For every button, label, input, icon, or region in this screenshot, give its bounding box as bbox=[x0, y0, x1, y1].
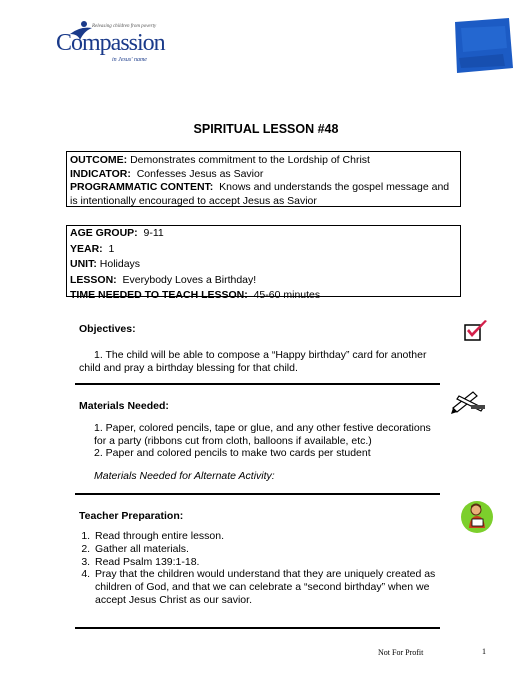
objectives-heading: Objectives: bbox=[79, 323, 136, 335]
objectives-line1: 1. The child will be able to compose a “Happy birthday” card for another bbox=[94, 349, 427, 361]
time-needed-label: TIME NEEDED TO TEACH LESSON: bbox=[70, 289, 248, 301]
programmatic-content-line bbox=[70, 181, 457, 195]
content-label: PROGRAMMATIC CONTENT: bbox=[70, 181, 214, 193]
preparation-step: 1. Read through entire lesson. bbox=[93, 530, 449, 543]
teacher-reading-icon bbox=[460, 500, 494, 534]
page-number: 1 bbox=[482, 647, 486, 656]
age-group-line bbox=[70, 226, 457, 242]
preparation-steps bbox=[79, 530, 449, 607]
logo-tagline: Releasing children from poverty bbox=[92, 24, 157, 29]
page-title: SPIRITUAL LESSON #48 bbox=[193, 122, 339, 136]
materials-item1-line2: for a party (ribbons cut from cloth, balloons if available, etc.) bbox=[94, 435, 372, 447]
preparation-heading: Teacher Preparation: bbox=[79, 510, 184, 522]
compassion-logo bbox=[52, 22, 182, 72]
year-label: YEAR: bbox=[70, 242, 103, 255]
preparation-step: 2. Gather all materials. bbox=[93, 543, 449, 556]
indicator-value: Confesses Jesus as Savior bbox=[136, 167, 264, 180]
divider-1 bbox=[75, 383, 440, 385]
divider-2 bbox=[75, 493, 440, 495]
time-needed-line bbox=[70, 288, 457, 304]
preparation-step: 4. Pray that the children would understand that they are uniquely created as children of God, and that we can celebrate a “second birthday” when we accept Jesus Christ as our savior. bbox=[93, 568, 449, 606]
outcome-box bbox=[66, 151, 461, 207]
programmatic-content-line2: is intentionally encouraged to accept Jesus as Savior bbox=[70, 194, 317, 207]
logo-subline: in Jesus' name bbox=[112, 57, 147, 63]
unit-line bbox=[70, 257, 457, 273]
outcome-value: Demonstrates commitment to the Lordship of Christ bbox=[130, 154, 370, 166]
materials-item2: 2. Paper and colored pencils to make two cards per student bbox=[94, 447, 371, 459]
indicator-line bbox=[70, 168, 457, 182]
materials-alternate: Materials Needed for Alternate Activity: bbox=[94, 470, 275, 482]
materials-item1-line1: 1. Paper, colored pencils, tape or glue, and any other festive decorations bbox=[94, 422, 431, 434]
checkbox-check-icon bbox=[463, 319, 489, 343]
unit-value: Holidays bbox=[99, 258, 141, 270]
objectives-line2: child and pray a birthday blessing for that child. bbox=[79, 362, 298, 374]
age-group-label: AGE GROUP: bbox=[70, 227, 138, 239]
blue-decorative-block bbox=[453, 18, 513, 73]
year-line bbox=[70, 242, 457, 258]
pencil-tools-icon bbox=[451, 388, 487, 414]
lesson-info-box bbox=[66, 225, 461, 301]
materials-heading: Materials Needed: bbox=[79, 400, 169, 412]
year-value: 1 bbox=[108, 242, 115, 255]
age-group-value: 9-11 bbox=[143, 227, 164, 239]
outcome-label: OUTCOME: bbox=[70, 154, 128, 166]
lesson-line bbox=[70, 273, 457, 289]
divider-3 bbox=[75, 627, 440, 629]
lesson-value: Everybody Loves a Birthday! bbox=[122, 273, 257, 286]
preparation-step: 3. Read Psalm 139:1-18. bbox=[93, 556, 449, 569]
content-value-line1: Knows and understands the gospel message and bbox=[219, 181, 450, 193]
unit-label: UNIT: bbox=[70, 258, 97, 270]
outcome-line bbox=[70, 154, 457, 168]
footer-text: Not For Profit bbox=[378, 648, 424, 657]
indicator-label: INDICATOR: bbox=[70, 167, 131, 180]
logo-wordmark: Compassion bbox=[56, 30, 165, 56]
lesson-label: LESSON: bbox=[70, 273, 117, 286]
time-needed-value: 45-60 minutes bbox=[253, 289, 321, 301]
